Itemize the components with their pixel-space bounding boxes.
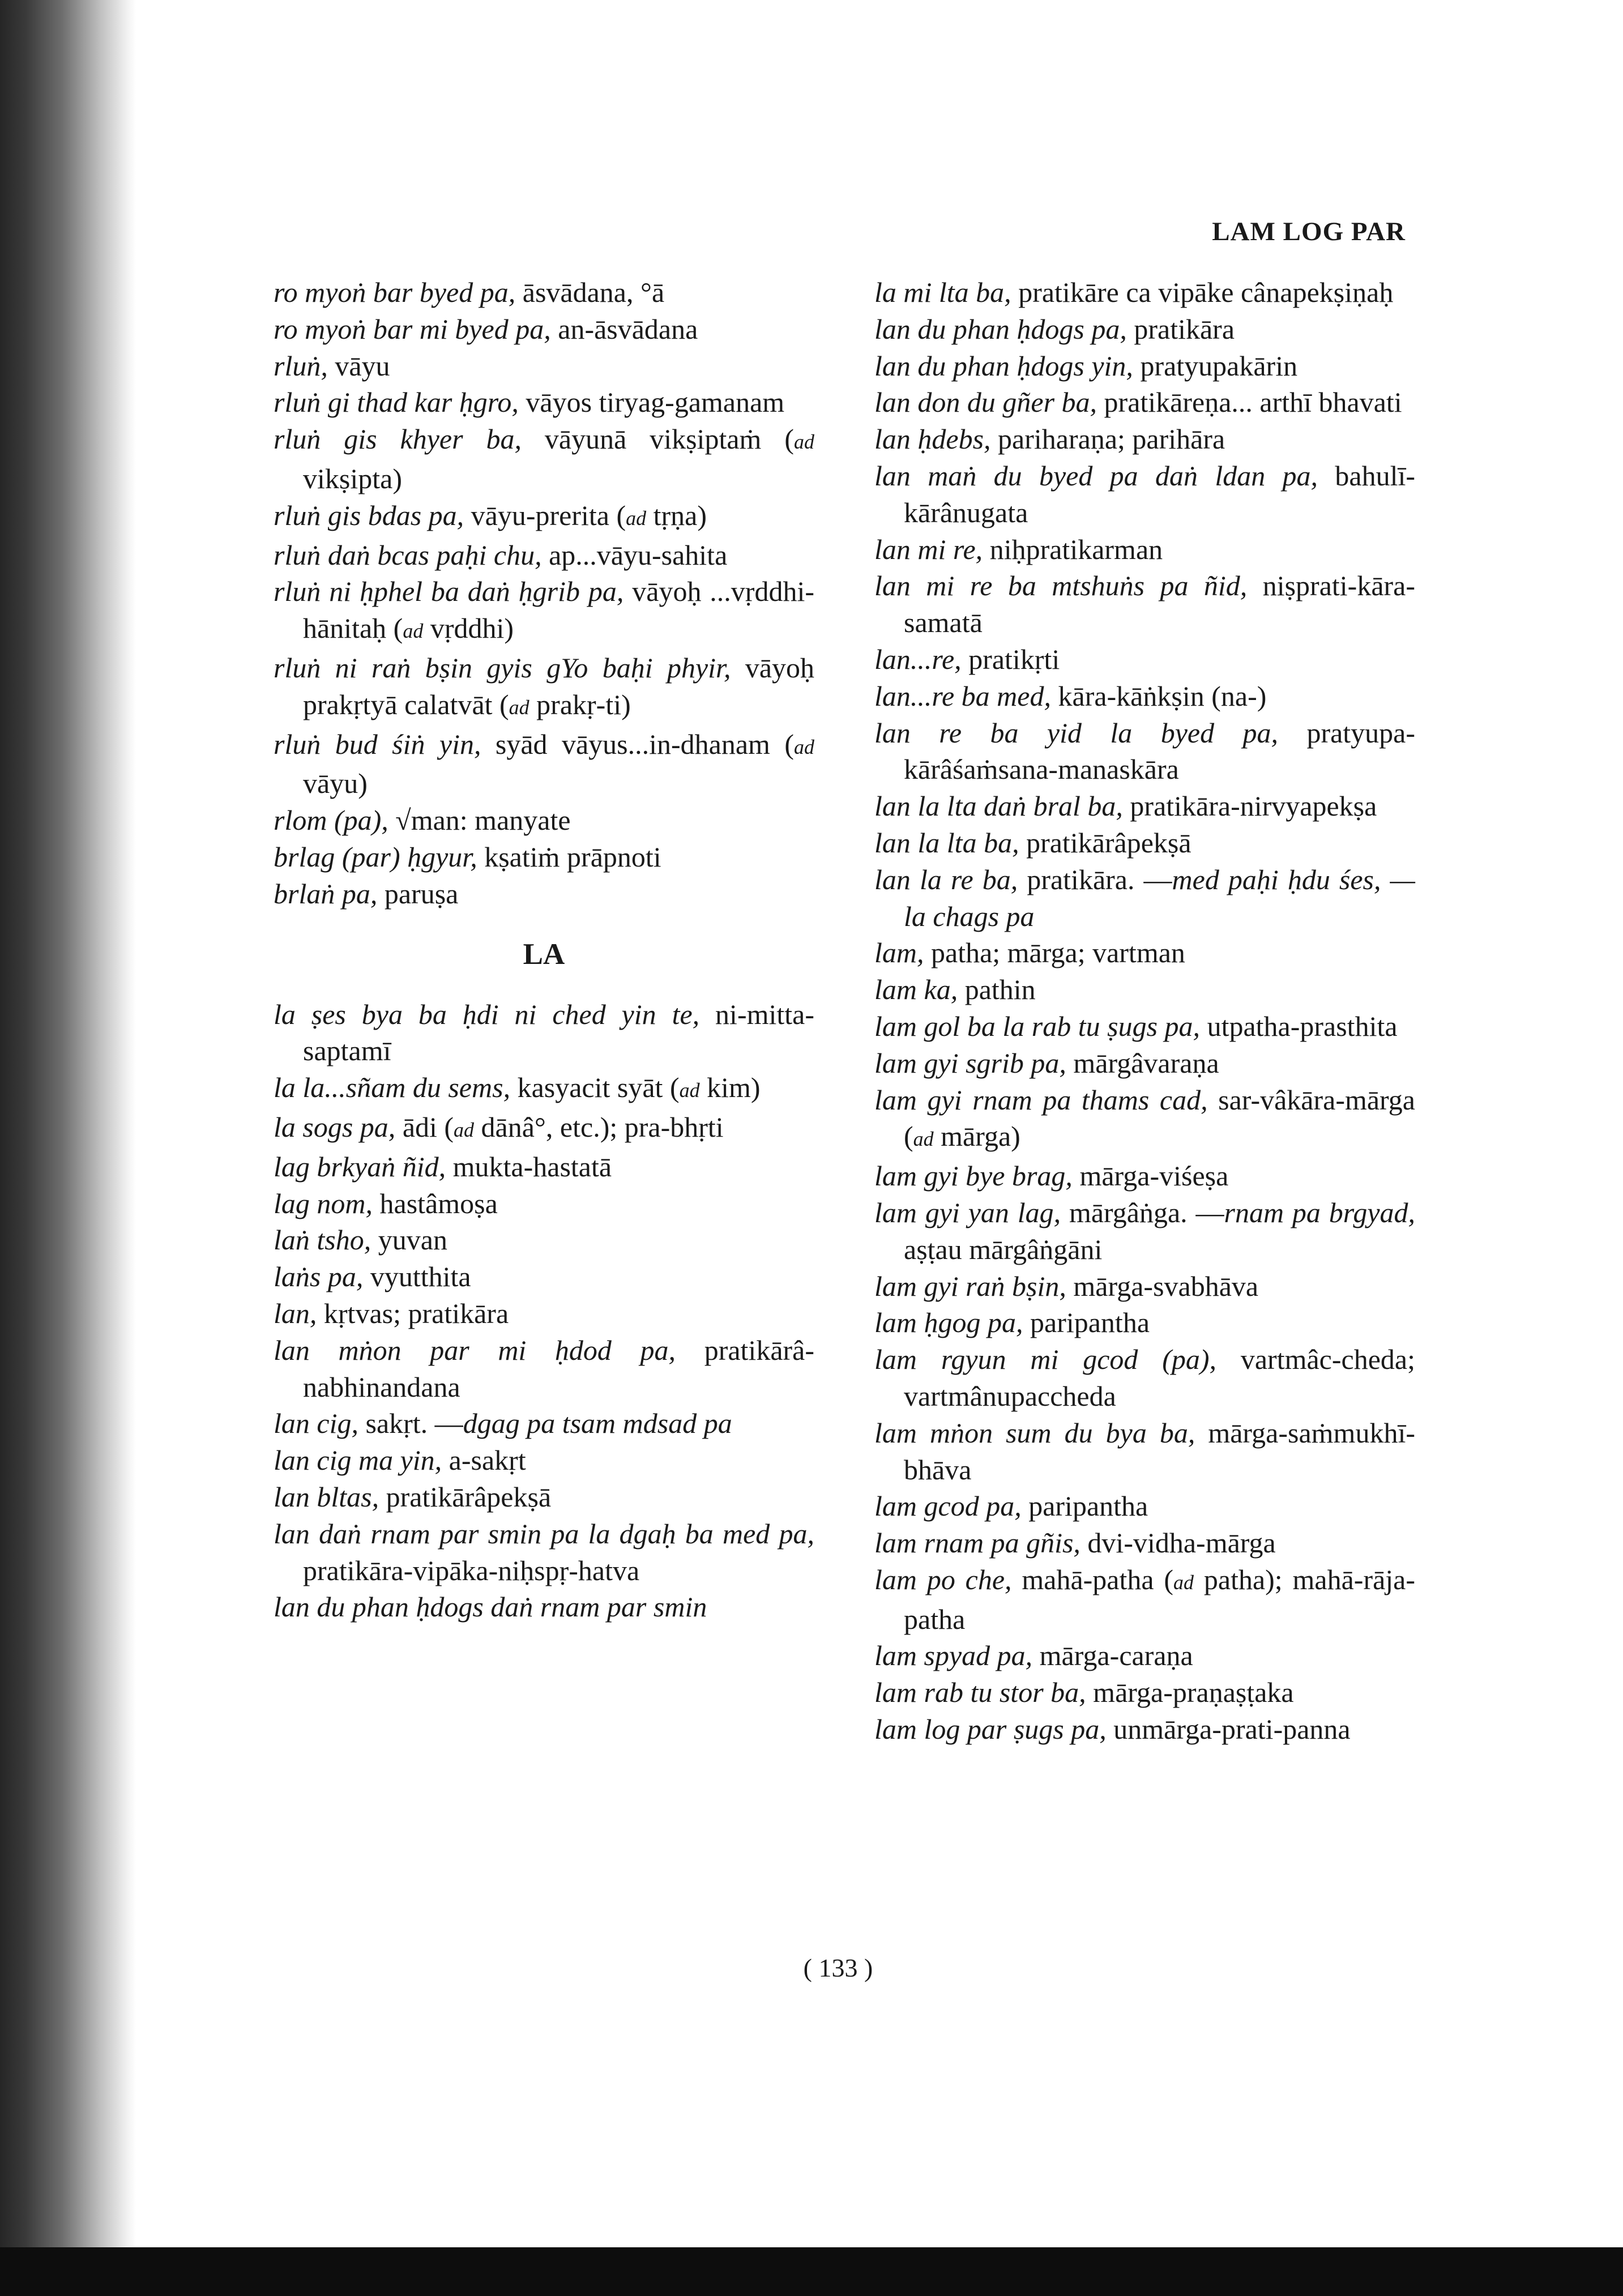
sanskrit-equivalent: an-āsvādana [558,313,698,345]
tibetan-headword: lam rab tu stor ba, [874,1676,1086,1709]
sanskrit-equivalent: mārga-caraṇa [1039,1640,1193,1672]
dictionary-entry [274,497,814,537]
tibetan-headword: lan du phan ḥdogs daṅ rnam par smin [274,1591,707,1623]
dictionary-entry [274,876,814,912]
sanskrit-equivalent: ap...vāyu-sahita [549,539,728,571]
sanskrit-equivalent: utpatha-prasthita [1207,1010,1398,1042]
dictionary-entry [874,384,1415,421]
tibetan-headword: lan mi re, [874,533,983,565]
dictionary-entry [874,788,1415,825]
section-heading: LA [523,937,565,971]
page-number: ( 133 ) [803,1953,873,1982]
sanskrit-equivalent: unmārga-prati-panna [1113,1713,1351,1746]
running-head: LAM LOG PAR [1212,217,1406,246]
sanskrit-equivalent: mahā-patha ( [1022,1563,1174,1595]
tibetan-headword: lan la lta ba, [874,826,1019,859]
sanskrit-equivalent: bahulī-kārânugata [904,459,1416,528]
tibetan-headword: lam rgyun mi gcod (pa), [874,1343,1217,1376]
sanskrit-equivalent: pratikāra-vipāka-niḥspṛ-hatva [303,1554,640,1586]
sanskrit-equivalent: pratikāra. — [1027,863,1172,895]
book-gutter-shadow [0,0,136,2296]
dictionary-entry [274,1589,814,1625]
dictionary-entry [874,1158,1415,1194]
dictionary-entry [874,1082,1415,1158]
tibetan-headword: ro myoṅ bar byed pa, [274,276,516,308]
sanskrit-equivalent: pathin [964,974,1036,1006]
dictionary-entry [274,1185,814,1222]
sanskrit-equivalent: pratikārâpekṣā [386,1480,552,1513]
tibetan-subentry: dgag pa tsam mdsad pa [463,1407,732,1440]
sanskrit-equivalent: kṛtvas; pratikāra [323,1297,509,1329]
dictionary-entry [874,1194,1415,1268]
sanskrit-equivalent: mārgâvaraṇa [1073,1047,1219,1079]
tibetan-subentry: med paḥi ḥdu śes, —la chags pa [904,863,1416,932]
sanskrit-equivalent-continued: kim) [707,1072,761,1104]
tibetan-headword: lam log par ṣugs pa, [874,1713,1107,1746]
sanskrit-equivalent-continued: dānâ°, etc.); pra-bhṛti [481,1111,724,1143]
dictionary-entry [274,996,814,1070]
tibetan-headword: lam rnam pa gñis, [874,1527,1080,1559]
tibetan-headword: lan du phan ḥdogs yin, [874,349,1133,382]
dictionary-entry [874,1415,1415,1488]
tibetan-headword: la mi lta ba, [874,276,1011,308]
tibetan-headword: lag brkyaṅ ñid, [274,1150,446,1183]
tibetan-headword: lam gyi raṅ bṣin, [874,1270,1066,1302]
sanskrit-equivalent-continued: tṛṇa) [653,499,707,531]
sanskrit-equivalent: niṣprati-kāra-samatā [904,570,1416,639]
dictionary-entry [874,458,1415,531]
tibetan-headword: rluṅ, [274,349,328,382]
sanskrit-equivalent: ādi ( [402,1111,454,1143]
sanskrit-equivalent: pratikṛti [968,643,1060,675]
tibetan-headword: lam ka, [874,974,958,1006]
tibetan-headword: lan don du gñer ba, [874,386,1097,419]
dictionary-entry [874,861,1415,935]
sanskrit-equivalent: vāyu-prerita ( [471,499,626,531]
ad-reference-marker: ad [1173,1571,1194,1594]
dictionary-entry [274,1109,814,1149]
tibetan-headword: lan...re ba med, [874,680,1051,712]
sanskrit-equivalent: pariharaṇa; parihāra [998,423,1225,455]
tibetan-headword: lan maṅ du byed pa daṅ ldan pa, [874,459,1318,492]
sanskrit-equivalent: vāyu [335,349,390,382]
ad-reference-marker: ad [793,735,814,758]
tibetan-headword: rluṅ bud śiṅ yin, [274,728,481,760]
sanskrit-equivalent-continued: vikṣipta) [303,462,402,494]
tibetan-headword: lag nom, [274,1187,373,1219]
dictionary-entry [274,1516,814,1589]
ad-reference-marker: ad [626,506,647,530]
sanskrit-equivalent-continued: prakṛ-ti) [536,688,631,720]
tibetan-headword: lam gyi rnam pa thams cad, [874,1083,1208,1116]
dictionary-entry [274,802,814,839]
tibetan-headword: lan la re ba, [874,863,1018,895]
dictionary-entry [874,715,1415,788]
tibetan-headword: lan cig, [274,1407,358,1440]
tibetan-headword: brlaṅ pa, [274,877,378,910]
tibetan-headword: rluṅ gis khyer ba, [274,423,522,455]
dictionary-entry [874,1488,1415,1525]
ad-reference-marker: ad [509,695,529,719]
right-column [874,274,1415,1748]
sanskrit-equivalent: dvi-vidha-mārga [1087,1527,1276,1559]
tibetan-headword: laṅs pa, [274,1261,364,1293]
tibetan-headword: lan daṅ rnam par smin pa la dgaḥ ba med pa, [274,1517,814,1550]
dictionary-entry [874,1711,1415,1748]
tibetan-headword: laṅ tsho, [274,1224,371,1256]
ad-reference-marker: ad [679,1079,700,1102]
tibetan-headword: lan cig ma yin, [274,1444,442,1476]
dictionary-entry [874,421,1415,458]
dictionary-entry [874,825,1415,861]
sanskrit-equivalent: pratyupa-kārâśaṁsana-manaskāra [904,716,1416,786]
dictionary-entry [274,384,814,421]
sanskrit-equivalent: pratikāreṇa... arthī bhavati [1104,386,1402,419]
dictionary-entry [274,1069,814,1109]
dictionary-entry [874,1268,1415,1305]
tibetan-headword: lam, [874,937,924,969]
ad-reference-marker: ad [794,430,814,454]
tibetan-headword: rluṅ gi thad kar ḥgro, [274,386,519,419]
tibetan-headword: lan mṅon par mi ḥdod pa, [274,1334,676,1366]
sanskrit-equivalent: paruṣa [384,877,459,910]
sanskrit-equivalent: mārgâṅga. — [1069,1196,1224,1228]
dictionary-entry [274,311,814,348]
tibetan-headword: brlag (par) ḥgyur, [274,840,477,873]
dictionary-entry [874,567,1415,641]
dictionary-entry [874,1304,1415,1341]
sanskrit-equivalent: pratikārâpekṣā [1026,826,1191,859]
sanskrit-equivalent-continued: patha); mahā-rāja-patha [904,1563,1416,1635]
left-entries-before-heading [274,274,814,912]
tibetan-headword: lan bltas, [274,1480,379,1513]
tibetan-headword: lam mṅon sum du bya ba, [874,1416,1195,1449]
tibetan-headword: rluṅ daṅ bcas paḥi chu, [274,539,542,571]
tibetan-headword: lan re ba yid la byed pa, [874,716,1279,749]
dictionary-entry [274,1222,814,1258]
tibetan-headword: lam gyi yan lag, [874,1196,1061,1228]
left-column [274,274,814,1625]
dictionary-entry [874,531,1415,568]
dictionary-entry [874,274,1415,311]
dictionary-entry [274,1479,814,1516]
sanskrit-equivalent: mukta-hastatā [452,1150,612,1183]
sanskrit-equivalent: pratikāre ca vipāke cânapekṣiṇaḥ [1018,276,1394,308]
left-entries-after-heading [274,996,814,1626]
dictionary-entry [274,726,814,803]
sanskrit-equivalent: a-sakṛt [449,1444,526,1476]
dictionary-entry [274,1149,814,1185]
sanskrit-equivalent: paripantha [1028,1490,1148,1522]
sanskrit-equivalent: pratikārâ-nabhinandana [303,1334,814,1403]
sanskrit-equivalent: vyutthita [370,1261,471,1293]
tibetan-headword: lam ḥgog pa, [874,1307,1023,1339]
sanskrit-equivalent: kṣatiṁ prāpnoti [484,840,661,873]
sanskrit-equivalent-continued: aṣṭau mārgâṅgāni [904,1233,1103,1265]
sanskrit-equivalent: pratikāra-nirvyapekṣa [1130,790,1377,822]
dictionary-entry [274,573,814,650]
dictionary-entry [874,1674,1415,1711]
right-entries [874,274,1415,1748]
sanskrit-equivalent: √man: manyate [395,804,571,837]
tibetan-subentry: rnam pa brgyad, [1224,1196,1416,1228]
dictionary-entry [274,839,814,876]
ad-reference-marker: ad [403,620,424,643]
tibetan-headword: lam po che, [874,1563,1012,1595]
tibetan-headword: lam gol ba la rab tu ṣugs pa, [874,1010,1201,1042]
dictionary-entry [274,1295,814,1332]
sanskrit-equivalent: mārga-praṇaṣṭaka [1093,1676,1294,1709]
dictionary-entry [274,1258,814,1295]
sanskrit-equivalent: vāyos tiryag-gamanam [526,386,785,419]
sanskrit-equivalent: pratyupakārin [1140,349,1298,382]
sanskrit-equivalent-continued: mārga) [941,1120,1020,1153]
tibetan-headword: la la...sñam du sems, [274,1072,511,1104]
dictionary-entry [874,1637,1415,1674]
tibetan-headword: la ṣes bya ba ḥdi ni ched yin te, [274,998,700,1030]
sanskrit-equivalent: paripantha [1030,1307,1150,1339]
tibetan-headword: lam gcod pa, [874,1490,1022,1522]
dictionary-entry [874,971,1415,1008]
dictionary-entry [874,1525,1415,1561]
ad-reference-marker: ad [454,1118,475,1141]
tibetan-headword: lam spyad pa, [874,1640,1033,1672]
dictionary-entry [874,641,1415,678]
sanskrit-equivalent: niḥpratikarman [989,533,1163,565]
tibetan-headword: lan du phan ḥdogs pa, [874,313,1127,345]
sanskrit-equivalent: ni-mitta-saptamī [303,998,814,1067]
sanskrit-equivalent: sar-vâkāra-mārga ( [904,1083,1415,1153]
sanskrit-equivalent: hastâmoṣa [379,1187,498,1219]
sanskrit-equivalent: syād vāyus...in-dhanam ( [495,728,794,760]
dictionary-entry [274,274,814,311]
tibetan-headword: lam gyi bye brag, [874,1160,1073,1192]
dictionary-entry [874,1561,1415,1638]
tibetan-headword: ro myoṅ bar mi byed pa, [274,313,551,345]
tibetan-headword: rlom (pa), [274,804,388,837]
tibetan-headword: lan mi re ba mtshuṅs pa ñid, [874,570,1248,602]
dictionary-entry [874,934,1415,971]
sanskrit-equivalent: vāyoḥ prakṛtyā calatvāt ( [303,651,815,720]
dictionary-entry [874,1045,1415,1082]
sanskrit-equivalent: mārga-viśeṣa [1079,1160,1229,1192]
tibetan-headword: lam gyi sgrib pa, [874,1047,1066,1079]
sanskrit-equivalent-continued: vṛddhi) [430,612,514,645]
sanskrit-equivalent: kasyacit syāt ( [517,1072,680,1104]
tibetan-headword: rluṅ ni raṅ bṣin gyis gYo baḥi phyir, [274,651,731,684]
dictionary-entry [274,421,814,497]
sanskrit-equivalent: pratikāra [1134,313,1235,345]
dictionary-entry [274,348,814,385]
dictionary-entry [274,1442,814,1479]
tibetan-headword: rluṅ gis bdas pa, [274,499,464,531]
tibetan-headword: lan ḥdebs, [874,423,991,455]
sanskrit-equivalent: āsvādana, °ā [522,276,665,308]
tibetan-headword: rluṅ ni ḥphel ba daṅ ḥgrib pa, [274,575,624,608]
sanskrit-equivalent: kāra-kāṅkṣin (na-) [1058,680,1267,712]
sanskrit-equivalent: mārga-saṁmukhī-bhāva [904,1416,1415,1486]
dictionary-entry [874,1008,1415,1045]
sanskrit-equivalent: mārga-svabhāva [1073,1270,1259,1302]
tibetan-headword: lan...re, [874,643,962,675]
dictionary-entry [274,537,814,574]
dictionary-entry [274,650,814,726]
dictionary-entry [274,1405,814,1442]
tibetan-headword: lan la lta daṅ bral ba, [874,790,1123,822]
dictionary-entry [274,1332,814,1406]
sanskrit-equivalent-continued: vāyu) [303,767,368,800]
dictionary-entry [874,311,1415,348]
tibetan-headword: lan, [274,1297,317,1329]
dictionary-entry [874,348,1415,385]
sanskrit-equivalent: vartmâc-cheda; vartmânupaccheda [904,1343,1415,1412]
dictionary-entry [874,678,1415,715]
sanskrit-equivalent: vāyoḥ ...vṛddhi-hānitaḥ ( [303,575,814,645]
sanskrit-equivalent: vāyunā vikṣiptaṁ ( [544,423,794,455]
sanskrit-equivalent: yuvan [378,1224,447,1256]
ad-reference-marker: ad [913,1128,934,1151]
scan-bottom-border [0,2247,1623,2296]
sanskrit-equivalent: patha; mārga; vartman [931,937,1185,969]
tibetan-headword: la sogs pa, [274,1111,396,1143]
sanskrit-equivalent: sakṛt. — [365,1407,463,1440]
dictionary-entry [874,1341,1415,1415]
